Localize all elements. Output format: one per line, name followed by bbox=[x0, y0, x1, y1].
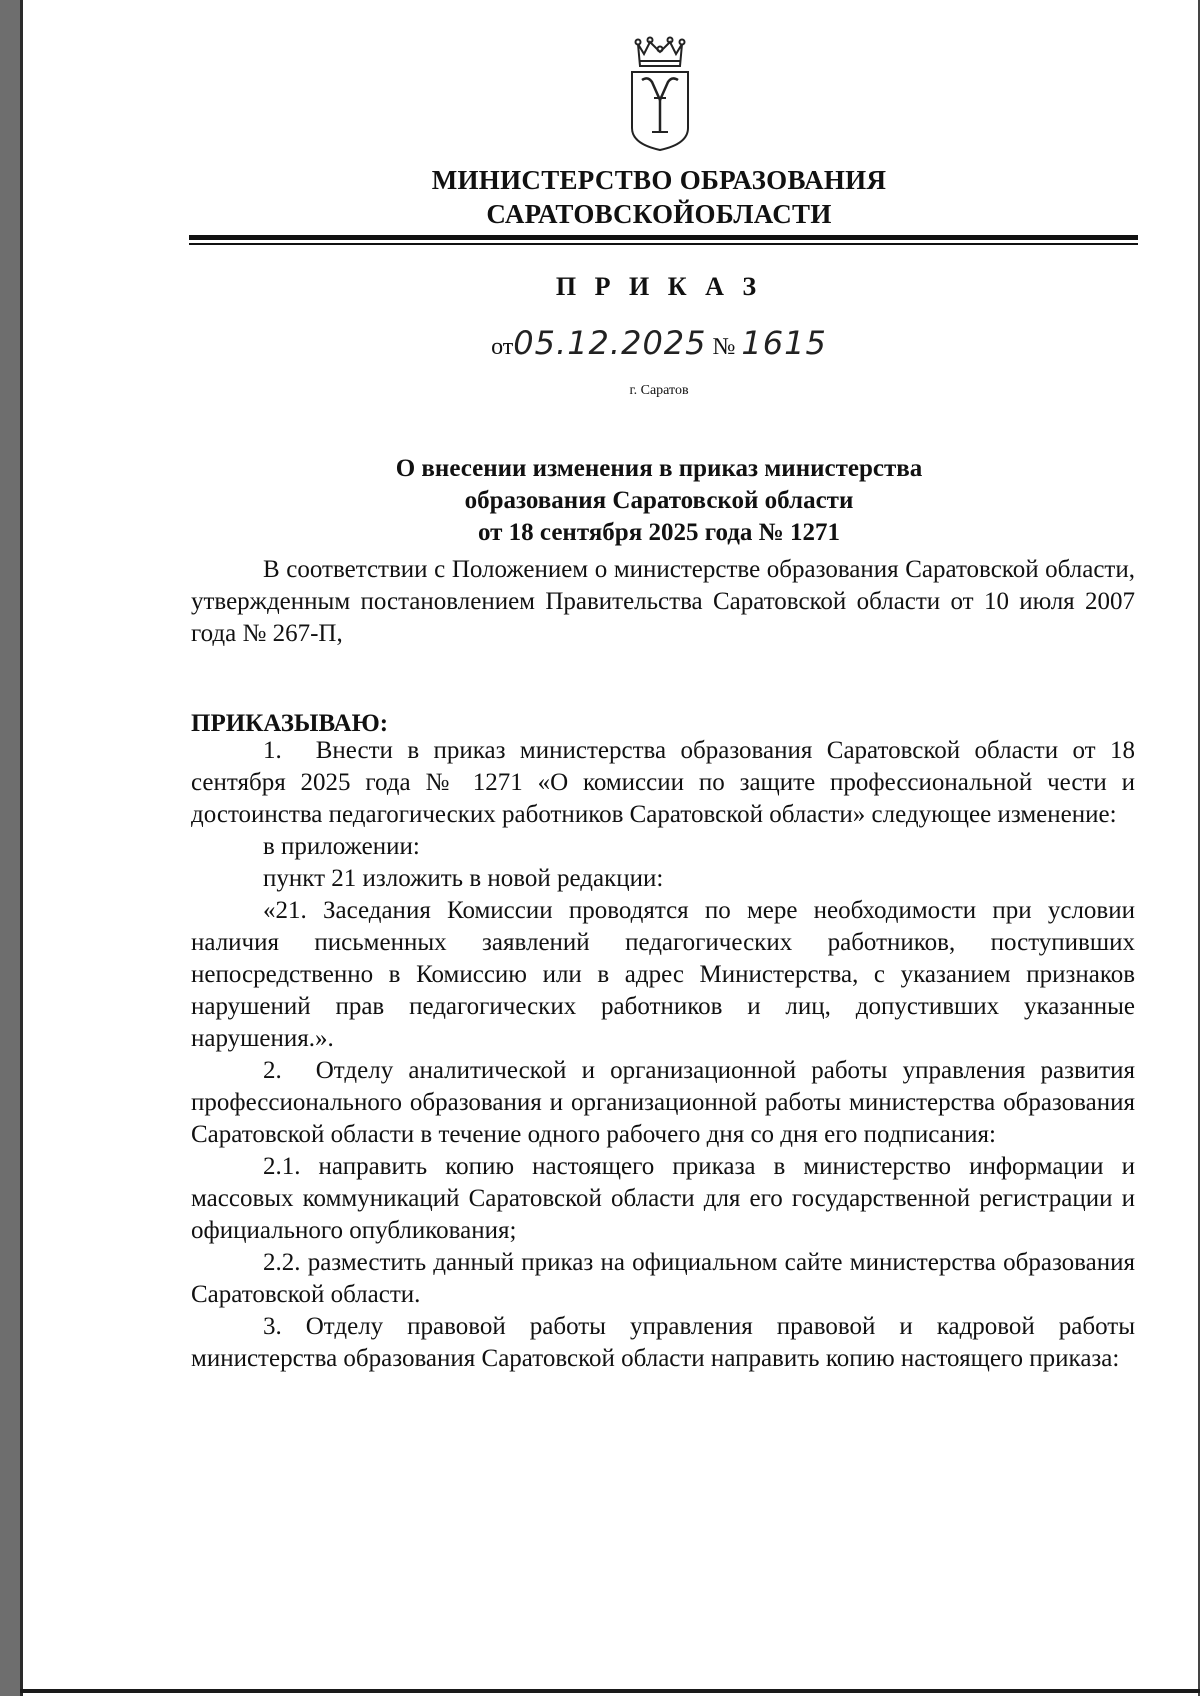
item-2-2: 2.2. разместить данный приказ на официальном сайте министерства образования Саратовской области. bbox=[191, 1249, 1135, 1308]
item-2-number: 2. bbox=[263, 1057, 282, 1084]
document-date: 05.12.2025 bbox=[513, 324, 707, 362]
item-3: 3. Отделу правовой работы управления правовой и кадровой работы министерства образования Саратовской области направить копию настоящего приказа: bbox=[191, 1313, 1135, 1372]
subject-line2: образования Саратовской области bbox=[464, 487, 854, 514]
item-2 bbox=[191, 1055, 1135, 1151]
document-city: г. Саратов bbox=[629, 383, 689, 398]
header-rule-thick bbox=[189, 235, 1138, 240]
item-1 bbox=[191, 735, 1135, 831]
item-1-number: 1. bbox=[263, 737, 282, 764]
item-2-text: Отделу аналитической и организационной работы управления развития профессионального образования и организационной работы министерства образования Саратовской области в течение одного рабочего дня со дня его подписания: bbox=[191, 1057, 1135, 1148]
ministry-name-line2: САРАТОВСКОЙОБЛАСТИ bbox=[486, 199, 832, 229]
document-type: П Р И К А З bbox=[555, 272, 763, 301]
date-prefix: от bbox=[491, 334, 514, 360]
scan-left-border bbox=[0, 0, 20, 1696]
subject-line3: от 18 сентября 2025 года № 1271 bbox=[477, 519, 841, 546]
item-1-quote: «21. Заседания Комиссии проводятся по мере необходимости при условии наличия письменных заявлений педагогических работников, поступивших непосредственно в Комиссию или в адрес Министерства, с указанием признаков нарушений прав педагогических работников и лиц, допустивших указанные нарушения.». bbox=[191, 897, 1135, 1052]
ministry-name-line1: МИНИСТЕРСТВО ОБРАЗОВАНИЯ bbox=[431, 165, 887, 195]
document-number: 1615 bbox=[741, 324, 827, 362]
number-prefix: № bbox=[712, 334, 736, 360]
item-1-appendix: в приложении: bbox=[263, 833, 420, 860]
header-rule-thin bbox=[189, 243, 1138, 245]
subject-line1: О внесении изменения в приказ министерства bbox=[395, 455, 923, 482]
order-items bbox=[191, 735, 1135, 1375]
order-word: ПРИКАЗЫВАЮ: bbox=[191, 710, 389, 737]
date-number-line bbox=[189, 324, 1129, 362]
scan-bottom-edge bbox=[20, 1689, 1200, 1693]
preamble bbox=[191, 554, 1135, 650]
item-1-text: Внести в приказ министерства образования Саратовской области от 18 сентября 2025 года № 1271 «О комиссии по защите профессиональной чести и достоинства педагогических работников Саратовской области» следующее изменение: bbox=[191, 737, 1135, 828]
document-subject bbox=[189, 453, 1129, 549]
preamble-text: В соответствии с Положением о министерстве образования Саратовской области, утвержденным постановлением Правительства Саратовской области от 10 июля 2007 года № 267-П, bbox=[191, 556, 1135, 647]
item-2-1: 2.1. направить копию настоящего приказа в министерство информации и массовых коммуникаций Саратовской области для его государственной регистрации и официального опубликования; bbox=[191, 1153, 1135, 1244]
saratov-coat-of-arms-icon bbox=[628, 36, 692, 154]
item-1-point: пункт 21 изложить в новой редакции: bbox=[263, 865, 664, 892]
ministry-name bbox=[189, 163, 1129, 231]
